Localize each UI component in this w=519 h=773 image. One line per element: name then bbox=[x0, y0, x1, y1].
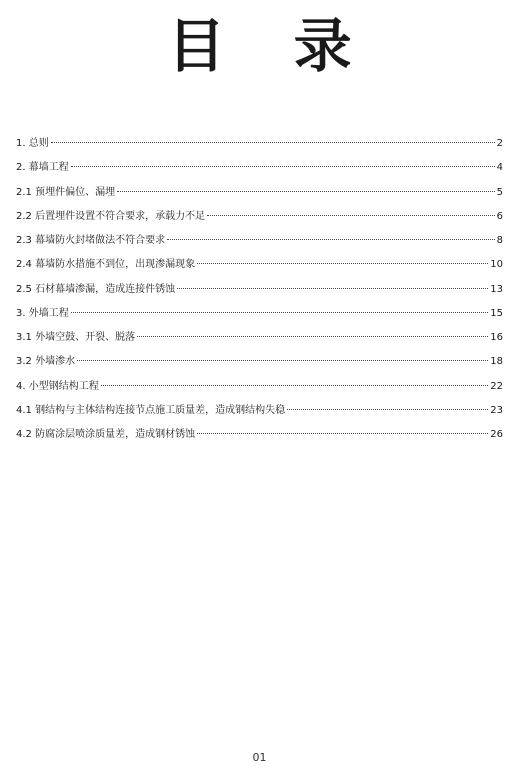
toc-entry-page: 18 bbox=[490, 356, 503, 368]
toc-entry-page: 8 bbox=[496, 235, 503, 246]
dot-leader bbox=[197, 263, 488, 264]
toc-entry-page: 4 bbox=[496, 162, 503, 174]
toc-entry-page: 6 bbox=[496, 210, 503, 222]
table-of-contents bbox=[16, 137, 503, 452]
toc-entry-label: 2.3 幕墙防火封堵做法不符合要求 bbox=[16, 235, 166, 246]
toc-entry-label: 1. 总则 bbox=[16, 138, 49, 149]
toc-entry-page: 16 bbox=[490, 332, 503, 343]
toc-entry-label: 3.1 外墙空鼓、开裂、脱落 bbox=[16, 332, 136, 343]
toc-entry[interactable] bbox=[16, 428, 503, 452]
toc-entry[interactable] bbox=[16, 283, 503, 307]
toc-entry-label: 4.2 防腐涂层喷涂质量差，造成钢材锈蚀 bbox=[16, 429, 196, 440]
toc-entry-page: 10 bbox=[490, 259, 503, 271]
toc-entry[interactable] bbox=[16, 404, 503, 428]
page-title: 目 录 bbox=[167, 12, 376, 80]
toc-entry-label: 2. 幕墙工程 bbox=[16, 162, 69, 174]
toc-entry[interactable] bbox=[16, 355, 503, 379]
dot-leader bbox=[51, 142, 495, 143]
toc-entry[interactable] bbox=[16, 331, 503, 355]
toc-entry[interactable] bbox=[16, 258, 503, 282]
toc-entry-label: 2.4 幕墙防水措施不到位，出现渗漏现象 bbox=[16, 259, 196, 271]
toc-entry[interactable] bbox=[16, 234, 503, 258]
dot-leader bbox=[167, 239, 495, 240]
dot-leader bbox=[71, 166, 495, 167]
page-number: 01 bbox=[252, 751, 267, 764]
toc-entry-label: 2.5 石材幕墙渗漏，造成连接件锈蚀 bbox=[16, 283, 176, 295]
toc-entry-label: 3.2 外墙渗水 bbox=[16, 356, 76, 368]
dot-leader bbox=[101, 385, 489, 386]
dot-leader bbox=[71, 312, 489, 313]
toc-entry-page: 2 bbox=[496, 138, 503, 149]
toc-entry[interactable] bbox=[16, 137, 503, 161]
toc-entry-label: 4. 小型钢结构工程 bbox=[16, 380, 99, 392]
toc-entry[interactable] bbox=[16, 380, 503, 404]
toc-entry-page: 26 bbox=[490, 429, 503, 440]
dot-leader bbox=[77, 360, 488, 361]
dot-leader bbox=[137, 336, 488, 337]
toc-entry-label: 2.2 后置埋件设置不符合要求，承载力不足 bbox=[16, 210, 206, 222]
toc-entry-page: 15 bbox=[490, 307, 503, 319]
dot-leader bbox=[287, 409, 488, 410]
dot-leader bbox=[117, 191, 495, 192]
toc-entry-page: 13 bbox=[490, 283, 503, 295]
dot-leader bbox=[197, 433, 488, 434]
toc-entry-page: 5 bbox=[496, 186, 503, 198]
toc-entry[interactable] bbox=[16, 307, 503, 331]
toc-entry[interactable] bbox=[16, 186, 503, 210]
toc-entry-label: 3. 外墙工程 bbox=[16, 307, 69, 319]
toc-entry-page: 23 bbox=[490, 404, 503, 416]
toc-entry-page: 22 bbox=[490, 380, 503, 392]
dot-leader bbox=[207, 215, 495, 216]
toc-entry-label: 4.1 钢结构与主体结构连接节点施工质量差，造成钢结构失稳 bbox=[16, 404, 286, 416]
toc-entry[interactable] bbox=[16, 210, 503, 234]
toc-entry-label: 2.1 预埋件偏位、漏埋 bbox=[16, 186, 116, 198]
toc-entry[interactable] bbox=[16, 161, 503, 185]
dot-leader bbox=[177, 288, 488, 289]
